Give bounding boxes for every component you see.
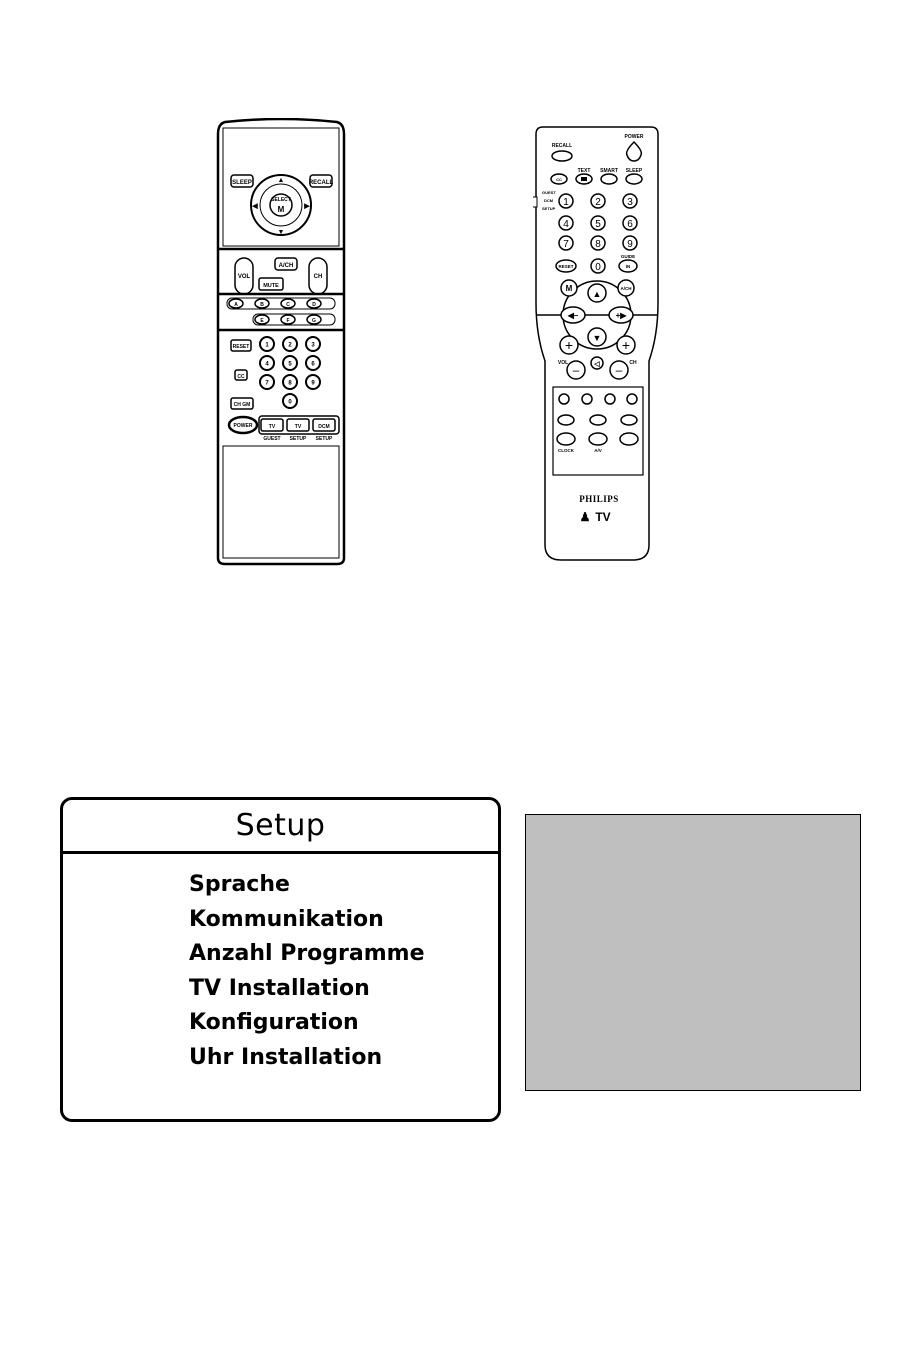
left-menu-label: M bbox=[277, 205, 285, 214]
svg-text:–: – bbox=[615, 363, 623, 377]
right-digit-9-label: 9 bbox=[627, 239, 633, 250]
right-sleep-button[interactable] bbox=[626, 174, 642, 184]
svg-text:▼: ▼ bbox=[592, 333, 602, 343]
svg-text:–: – bbox=[572, 363, 580, 377]
left-digit-9-label: 9 bbox=[311, 380, 315, 387]
right-digit-8-label: 8 bbox=[595, 239, 601, 250]
svg-text:+▶: +▶ bbox=[615, 311, 627, 320]
left-key-a-label: A bbox=[234, 302, 238, 308]
right-arrow-icon[interactable]: ▶ bbox=[304, 203, 310, 210]
left-recall-label: RECALL bbox=[308, 180, 334, 186]
brand-name: PHILIPS bbox=[579, 494, 619, 504]
right-mode-switch[interactable] bbox=[533, 197, 537, 207]
right-ch-label: CH bbox=[629, 360, 637, 366]
svg-text:◀–: ◀– bbox=[567, 311, 579, 320]
left-digit-0-label: 0 bbox=[288, 399, 292, 406]
right-digit-7-label: 7 bbox=[563, 239, 569, 250]
svg-text:▲: ▲ bbox=[592, 289, 602, 299]
left-setup-caption: SETUP bbox=[289, 436, 307, 442]
right-clock-button[interactable] bbox=[557, 433, 575, 445]
right-power-label: POWER bbox=[624, 134, 644, 140]
right-digit-2-label: 2 bbox=[595, 197, 601, 208]
left-select-label: SELECT bbox=[271, 197, 291, 203]
left-reset-label: RESET bbox=[232, 344, 250, 350]
right-recall-label: RECALL bbox=[551, 143, 573, 149]
logo-text: TV bbox=[595, 510, 611, 524]
right-digit-4-label: 4 bbox=[563, 219, 569, 230]
left-key-b-label: B bbox=[260, 302, 264, 308]
menu-item-anzahl-programme[interactable]: Anzahl Programme bbox=[189, 941, 425, 966]
left-digit-8-label: 8 bbox=[288, 380, 292, 387]
left-vol-label: VOL bbox=[237, 274, 251, 280]
play-icon-1[interactable] bbox=[559, 394, 569, 404]
left-dcm-label: DCM bbox=[318, 424, 330, 430]
play-icon-3[interactable] bbox=[605, 394, 615, 404]
right-digit-0-label: 0 bbox=[595, 262, 601, 273]
menu-item-tv-installation[interactable]: TV Installation bbox=[189, 975, 370, 1001]
left-digit-7-label: 7 bbox=[265, 380, 269, 387]
left-tv-guest-label: TV bbox=[268, 424, 276, 430]
left-digit-3-label: 3 bbox=[311, 342, 315, 349]
setup-title-bar bbox=[63, 800, 498, 854]
up-arrow-icon[interactable]: ▲ bbox=[277, 177, 285, 184]
remote-control-left bbox=[213, 118, 349, 566]
setup-title: Setup bbox=[235, 808, 326, 843]
right-smart-label: SMART bbox=[600, 168, 618, 174]
play-icon-2[interactable] bbox=[582, 394, 592, 404]
right-text-label: TEXT bbox=[577, 168, 591, 174]
setup-menu-panel bbox=[60, 797, 501, 1122]
left-digit-1-label: 1 bbox=[265, 342, 269, 349]
setup-menu-list bbox=[189, 868, 425, 1075]
left-sleep-label: SLEEP bbox=[232, 180, 252, 186]
svg-text:◁: ◁ bbox=[594, 361, 600, 368]
right-key-f[interactable] bbox=[590, 415, 606, 425]
right-smart-button[interactable] bbox=[601, 174, 617, 184]
play-icon-4[interactable] bbox=[627, 394, 637, 404]
left-mute-label: MUTE bbox=[263, 283, 279, 289]
left-power-label: POWER bbox=[233, 423, 253, 429]
menu-item-konfiguration[interactable]: Konfiguration bbox=[189, 1010, 359, 1035]
left-dcm-setup-caption: SETUP bbox=[315, 436, 333, 442]
left-key-e-label: E bbox=[260, 318, 264, 324]
svg-text:+: + bbox=[564, 337, 574, 353]
left-cc-label: CC bbox=[237, 374, 245, 380]
right-ach-label: A/CH bbox=[620, 286, 632, 291]
left-key-f-label: F bbox=[286, 318, 290, 324]
person-icon: ♟ bbox=[579, 510, 591, 524]
remote-control-right bbox=[533, 125, 661, 563]
left-digit-2-label: 2 bbox=[288, 342, 292, 349]
left-digit-6-label: 6 bbox=[311, 361, 315, 368]
right-mode-guest-label: GUEST bbox=[542, 190, 556, 195]
menu-item-uhr-installation[interactable]: Uhr Installation bbox=[189, 1044, 383, 1070]
right-vol-label: VOL bbox=[557, 360, 569, 366]
left-guest-caption: GUEST bbox=[263, 436, 281, 442]
right-guide-label: GUIDE bbox=[620, 254, 636, 259]
right-av-label: A/V bbox=[594, 448, 602, 453]
right-av-button[interactable] bbox=[589, 433, 607, 445]
tv-screen-preview bbox=[525, 814, 861, 1091]
right-digit-3-label: 3 bbox=[627, 197, 633, 208]
right-clock-label: CLOCK bbox=[558, 448, 574, 453]
right-reset-label: RESET bbox=[558, 264, 574, 269]
left-digit-5-label: 5 bbox=[288, 361, 292, 368]
left-key-c-label: C bbox=[286, 302, 290, 308]
right-menu-label: M bbox=[565, 284, 573, 293]
left-key-d-label: D bbox=[312, 302, 316, 308]
right-extra-button[interactable] bbox=[620, 433, 638, 445]
svg-text:+: + bbox=[621, 337, 631, 353]
left-key-g-label: G bbox=[312, 318, 316, 324]
down-arrow-icon[interactable]: ▼ bbox=[277, 229, 285, 236]
right-digit-6-label: 6 bbox=[627, 219, 633, 230]
menu-item-sprache[interactable]: Sprache bbox=[189, 872, 290, 897]
right-key-e[interactable] bbox=[558, 415, 574, 425]
menu-item-kommunikation[interactable]: Kommunikation bbox=[189, 906, 384, 932]
left-digit-4-label: 4 bbox=[265, 361, 269, 368]
left-ach-label: A/CH bbox=[278, 263, 294, 269]
right-recall-button[interactable] bbox=[552, 151, 572, 161]
right-sleep-label: SLEEP bbox=[625, 168, 643, 174]
left-arrow-icon[interactable]: ◀ bbox=[252, 203, 258, 210]
right-cc-label: CC bbox=[556, 177, 562, 182]
right-digit-5-label: 5 bbox=[595, 219, 601, 230]
left-tv-setup-label: TV bbox=[294, 424, 302, 430]
right-mode-dcm-label: DCM bbox=[544, 198, 554, 203]
right-info-label: IN bbox=[625, 264, 631, 269]
right-key-g[interactable] bbox=[621, 415, 637, 425]
right-digit-1-label: 1 bbox=[563, 197, 569, 208]
left-chgm-label: CH GM bbox=[233, 402, 251, 408]
left-ch-label: CH bbox=[313, 274, 323, 280]
right-mode-setup-label: SETUP bbox=[542, 206, 556, 211]
